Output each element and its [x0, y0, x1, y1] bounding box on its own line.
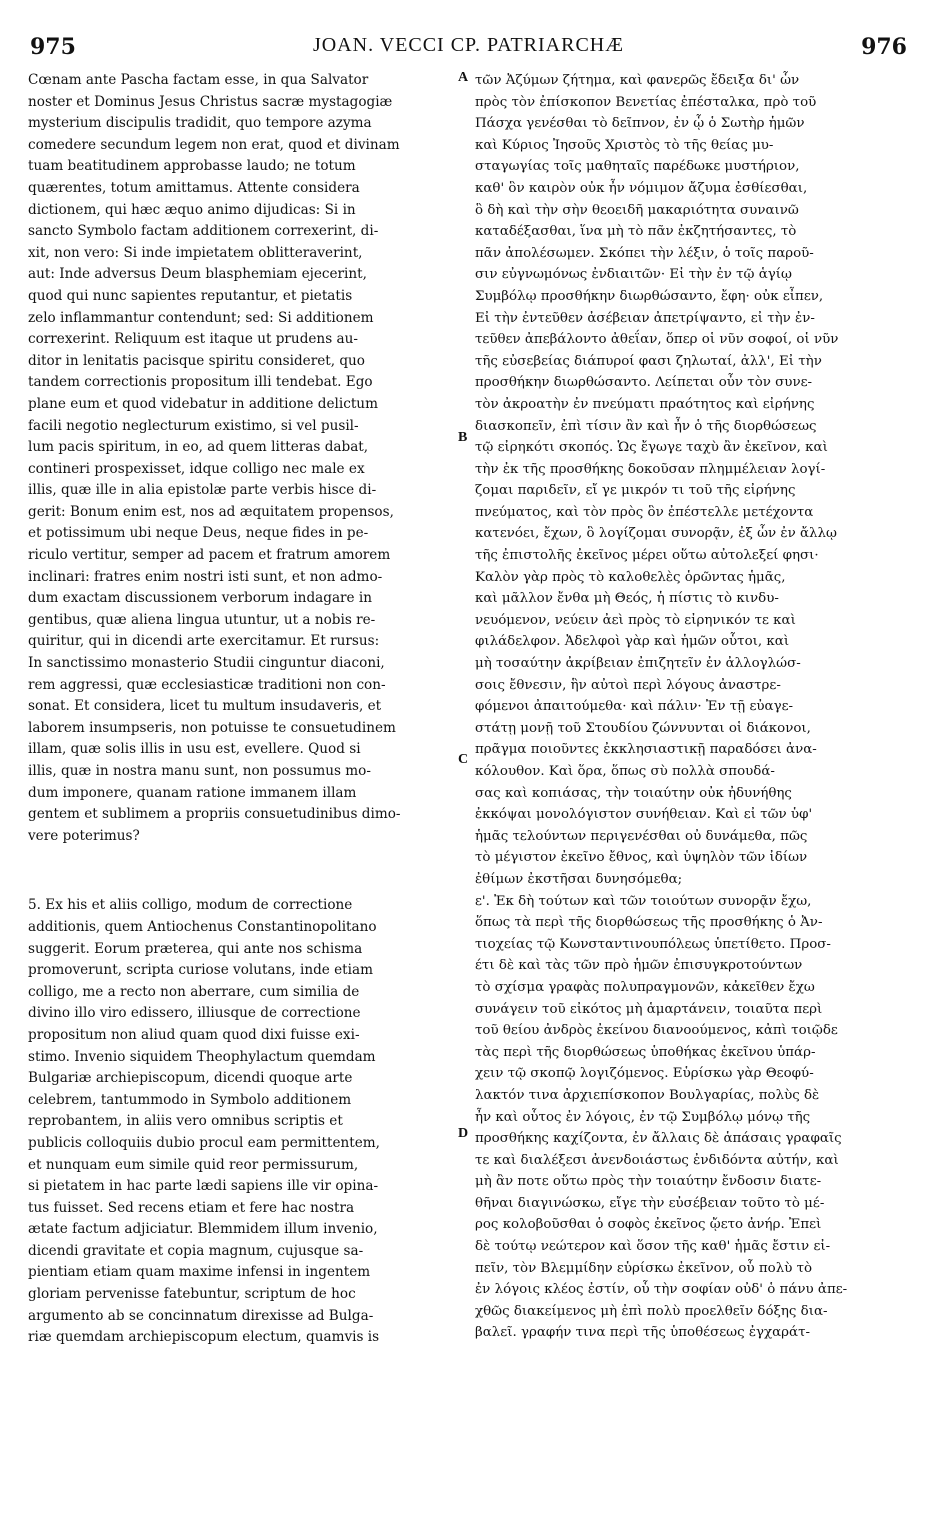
text-line: τὰς περὶ τῆς διορθώσεως ὑποθήκας ἐκεῖνου ὑπάρ- [475, 1044, 816, 1060]
text-line: stimo. Invenio siquidem Theophylactum quemdam [28, 1048, 376, 1065]
text-line: φόμενοι ἀπαιτούμεθα· καὶ πάλιν· Ἐν τῇ εὐαγε- [475, 699, 794, 715]
text-line: μὴ ἂν ποτε οὕτω πρὸς τὴν τοιαύτην ἔνδοσιν διατε- [475, 1174, 822, 1190]
text-line: dum exactam discussionem verborum indagare in [28, 590, 373, 607]
latin-column [28, 70, 458, 1349]
text-line: quod qui nunc sapientes reputantur, et pietatis [28, 287, 353, 304]
text-line: δὲ τούτῳ νεώτερον καὶ ὅσον τῆς καθ' ἡμᾶς ἔστιν εἰ- [475, 1239, 831, 1255]
text-line: divino illo viro edissero, illiusque de correctione [28, 1005, 361, 1022]
text-line: lum pacis spiritum, in eo, ad quem litteras dabat, [28, 439, 369, 456]
greek-paragraph-2 [475, 891, 910, 1344]
text-line: additionis, quem Antiochenus Constantinopolitano [28, 918, 377, 935]
latin-paragraph-1 [28, 70, 458, 847]
text-line: Εἰ τὴν ἐντεῦθεν ἀσέβειαν ἀπετρίψαντο, εἰ τὴν ἐν- [475, 310, 815, 326]
text-line: sonat. Et considera, licet tu multum insudaveris, et [28, 698, 382, 715]
paragraph-gap [28, 847, 458, 895]
text-line: τῶν Ἀζύμων ζήτημα, καὶ φανερῶς ἔδειξα δι' ὧν [475, 73, 800, 88]
text-line: 5. Ex his et aliis colligo, modum de correctione [28, 897, 353, 914]
text-line: sancto Symbolo factam additionem correxerint, di- [28, 223, 379, 240]
text-line: προσθήκης καχίζοντα, ἐν ἄλλαις δὲ ἁπάσαις γραφαῖς [475, 1131, 842, 1147]
latin-paragraph-2 [28, 895, 458, 1348]
text-line: στάτῃ μονῇ τοῦ Στουδίου ζώννυνται οἱ διάκονοι, [475, 720, 811, 736]
text-line: σας καὶ κοπιάσας, τὴν τοιαύτην οὐκ ἠδυνήθης [475, 785, 792, 801]
text-line: gentem et sublimem a propriis consuetudinibus dimo- [28, 806, 401, 823]
text-line: dum imponere, quanam ratione immanem illam [28, 784, 357, 801]
text-line: ἐκκόψαι μονολόγιστον συνήθειαν. Καὶ εἰ τῶν ὑφ' [475, 807, 813, 823]
text-line: Καλὸν γὰρ πρὸς τὸ καλοθελὲς ὁρῶντας ἡμᾶς, [475, 569, 786, 585]
text-line: λακτόν τινα ἀρχιεπίσκοπον Βουλγαρίας, πολὺς δὲ [475, 1087, 820, 1103]
text-line: Πάσχα γενέσθαι τὸ δεῖπνον, ἐν ᾧ ὁ Σωτὴρ ἡμῶν [475, 116, 805, 132]
text-line: et potissimum ubi neque Deus, neque fides in pe- [28, 525, 369, 542]
text-line: In sanctissimo monasterio Studii cinguntur diaconi, [28, 655, 385, 672]
text-line: τε καὶ διαλέξεσι ἀνενδοιάστως ἐνδιδόντα αὐτήν, καὶ [475, 1152, 839, 1168]
text-line: colligo, me a recto non aberrare, cum similia de [28, 983, 360, 1000]
text-line: reprobantem, in aliis vero omnibus scriptis et [28, 1113, 343, 1130]
text-line: πεῖν, τὸν Βλεμμίδην εὑρίσκω ἐκεῖνον, οὗ πολὺ τὸ [475, 1260, 813, 1276]
text-line: illis, quæ ille in alia epistolæ parte verbis hisce di- [28, 482, 377, 499]
text-line: argumento ab se concinnatum direxisse ad Bulga- [28, 1307, 374, 1324]
text-line: σιν εὐγνωμόνως ἐνδιαιτῶν· Εἰ τὴν ἐν τῷ ἁγίῳ [475, 267, 792, 283]
text-line: συνάγειν τοῦ εἰκότος μὴ ἁμαρτάνειν, τοιαῦτα περὶ [475, 1001, 823, 1017]
text-line: Cœnam ante Pascha factam esse, in qua Salvator [28, 72, 369, 88]
text-line: promoverunt, scripta curiose volutans, inde etiam [28, 962, 373, 979]
text-line: gloriam pervenisse fatebuntur, scriptum de hoc [28, 1286, 356, 1303]
margin-marker-a: A [458, 70, 469, 85]
text-line: τιοχείας τῷ Κωνσταντινουπόλεως ὑπετίθετο. Προσ- [475, 936, 831, 952]
text-line: suggerit. Eorum præterea, qui ante nos schisma [28, 940, 363, 957]
text-line: dicendi gravitate et copia magnum, cujusque sa- [28, 1242, 364, 1259]
text-line: πρᾶγμα ποιοῦντες ἐκκλησιαστικῇ παραδόσει ἀνα- [475, 742, 817, 758]
text-line: laborem insumpseris, non potuisse te consuetudinem [28, 719, 396, 736]
text-line: διασκοπεῖν, ἐπὶ τίσιν ἂν καὶ ἦν ὁ τῆς διορθώσεως [475, 418, 817, 434]
text-line: καταδέξασθαι, ἵνα μὴ τὸ πᾶν ἐκζητήσαντες, τὸ [475, 224, 797, 240]
text-line: propositum non aliud quam quod dixi fuisse exi- [28, 1026, 360, 1043]
running-title: JOAN. VECCI CP. PATRIARCHÆ [312, 34, 625, 56]
greek-column [475, 70, 910, 1344]
margin-marker-d: D [458, 1126, 469, 1141]
text-line: ὃ δὴ καὶ τὴν σὴν θεοειδῆ μακαριότητα συναινῶ [475, 202, 799, 218]
text-line: tuam beatitudinem approbasse laudo; ne totum [28, 158, 356, 175]
text-line: τὸ σχίσμα γραφὰς πολυπραγμονῶν, κἀκεῖθεν ἔχω [475, 979, 815, 995]
text-line: ætate factum adjiciatur. Blemmidem illum invenio, [28, 1221, 378, 1238]
text-line: προσθήκην διωρθώσαντο. Λείπεται οὖν τὸν συνε- [475, 375, 813, 391]
text-line: πνεύματος, καὶ τὸν πρὸς ὃν ἐπέστελλε μετέχοντα [475, 504, 814, 520]
text-line: aut: Inde adversus Deum blasphemiam ejecerint, [28, 266, 367, 283]
text-line: contineri prospexisset, idque colligo nec male ex [28, 460, 365, 477]
text-line: φιλάδελφον. Ἀδελφοὶ γὰρ καὶ ἡμῶν οὗτοι, καὶ [475, 634, 790, 650]
text-line: τῷ εἰρηκότι σκοπός. Ὡς ἔγωγε ταχὺ ἂν ἐκεῖνον, καὶ [475, 440, 828, 456]
text-line: κόλουθον. Καὶ ὅρα, ὅπως σὺ πολλὰ σπουδά- [475, 764, 775, 779]
text-line: χειν τῷ σκοπῷ λογιζόμενος. Εὑρίσκω γὰρ Θεοφύ- [475, 1066, 814, 1082]
text-line: πᾶν ἀπολέσωμεν. Σκόπει τὴν λέξιν, ὁ τοῖς παροῦ- [475, 245, 814, 261]
text-line: έτι δὲ καὶ τὰς τῶν πρὸ ἡμῶν ἐπισυγκροτούντων [475, 958, 803, 974]
text-line: illam, quæ solis illis in usu est, evellere. Quod si [28, 741, 361, 758]
text-line: quærentes, totum amittamus. Attente considera [28, 179, 360, 196]
text-line: celebrem, tantummodo in Symbolo additionem [28, 1091, 352, 1108]
margin-marker-b: B [458, 430, 468, 445]
text-line: Συμβόλῳ προσθήκην διωρθώσαντο, ἔφη· οὐκ εἶπεν, [475, 288, 824, 304]
text-line: ζομαι παριδεῖν, εἴ γε μικρόν τι τοῦ τῆς εἰρήνης [475, 483, 796, 499]
text-line: ε'. Ἐκ δὴ τούτων καὶ τῶν τοιούτων συνορᾷν ἔχω, [475, 893, 812, 909]
text-line: si pietatem in hac parte lædi sapiens ille vir opina- [28, 1178, 379, 1195]
text-line: gerit: Bonum enim est, nos ad æquitatem propensos, [28, 503, 394, 520]
text-line: riæ quemdam archiepiscopum electum, quamvis is [28, 1329, 380, 1346]
text-line: illis, quæ in nostra manu sunt, non possumus mo- [28, 763, 371, 779]
text-line: νευόμενον, νεύειν ἀεὶ πρὸς τὸ εἰρηνικόν τε καὶ [475, 612, 796, 628]
text-line: gentibus, quæ aliena lingua utuntur, ut a nobis re- [28, 611, 376, 628]
text-line: ρος κολοβοῦσθαι ὁ σοφὸς ἐκεῖνος ᾤετο ἀνήρ. Ἐπεὶ [475, 1217, 822, 1233]
text-line: mysterium discipulis tradidit, quo tempore azyma [28, 115, 372, 132]
text-line: pientiam etiam quam maxime infensi in ingentem [28, 1264, 371, 1281]
page-number-right: 976 [861, 34, 907, 60]
text-line: τοῦ θείου ἀνδρὸς ἐκείνου διανοούμενος, κἀπὶ τοιῷδε [475, 1023, 838, 1039]
text-line: publicis colloquiis dubio procul eam permittentem, [28, 1134, 380, 1151]
text-line: καθ' ὃν καιρὸν οὐκ ἦν νόμιμον ἄζυμα ἐσθίεσθαι, [475, 180, 808, 196]
running-header [30, 34, 907, 60]
text-line: κατενόει, ἔχων, ὃ λογίζομαι συνορᾷν, ἐξ ὧν ἐν ἄλλῳ [475, 526, 837, 542]
text-line: Bulgariæ archiepiscopum, dicendi quoque arte [28, 1070, 353, 1087]
text-line: μὴ τοσαύτην ἀκρίβειαν ἐπιζητεῖν ἐν ἀλλογλώσ- [475, 656, 801, 672]
text-line: ἐν λόγοις κλέος ἐστίν, οὗ τὴν σοφίαν οὐδ' ὁ πάνυ ἀπε- [475, 1282, 848, 1298]
text-line: τεῦθεν ἀπεβάλοντο ἀθεΐαν, ὅπερ οἱ νῦν σοφοί, οἱ νῦν [475, 332, 839, 348]
text-line: rem aggressi, quæ ecclesiasticæ traditioni non con- [28, 676, 386, 693]
text-line: tandem correctionis propositum illi tendebat. Ego [28, 374, 373, 391]
text-line: ἡμᾶς τελούντων περιγενέσθαι οὐ δυνάμεθα, πῶς [475, 828, 808, 844]
page-number-left: 975 [30, 34, 76, 60]
greek-paragraph-1 [475, 70, 910, 891]
text-line: plane eum et quod videbatur in additione delictum [28, 395, 378, 412]
text-line: zelo inflammantur contendunt; sed: Si additionem [28, 309, 374, 326]
text-line: tus fuisset. Sed recens etiam et fere hac nostra [28, 1199, 355, 1216]
text-line: ἦν καὶ οὗτος ἐν λόγοις, ἐν τῷ Συμβόλῳ μόνῳ τῆς [475, 1109, 811, 1125]
text-line: τῆς εὐσεβείας διάπυροί φασι ζηλωταί, ἀλλ', Εἰ τὴν [475, 353, 822, 369]
text-line: καὶ μᾶλλον ἔνθα μὴ Θεός, ἡ πίστις τὸ κινδυ- [475, 591, 779, 607]
text-line: πρὸς τὸν ἐπίσκοπον Βενετίας ἐπέσταλκα, πρὸ τοῦ [475, 94, 817, 110]
text-line: correxerint. Reliquum est itaque ut prudens au- [28, 331, 358, 348]
text-line: dictionem, qui hæc æquo animo dijudicas: Si in [28, 201, 356, 218]
margin-marker-c: C [458, 752, 469, 767]
text-line: σοις ἔθνεσιν, ἣν αὐτοὶ περὶ λόγους ἀναστρε- [475, 677, 781, 693]
text-line: et nunquam eum simile quid reor permissurum, [28, 1156, 359, 1173]
text-line: inclinari: fratres enim nostri isti sunt, et non admo- [28, 568, 383, 585]
text-line: facili negotio neglecturum existimo, si vel pusil- [28, 417, 359, 434]
text-line: ὅπως τὰ περὶ τῆς διορθώσεως τῆς προσθήκης ὁ Ἀν- [475, 915, 823, 931]
text-line: καὶ Κύριος Ἰησοῦς Χριστὸς τὸ τῆς θείας μυ- [475, 137, 774, 153]
text-line: βαλεῖ. γραφήν τινα περὶ τῆς ὑποθέσεως ἐγχαράτ- [475, 1325, 811, 1341]
text-line: χθῶς διακείμενος μὴ ἐπὶ πολὺ προελθεῖν δόξης δια- [475, 1303, 828, 1319]
text-line: τὸ μέγιστον ἐκεῖνο ἔθνος, καὶ ὑψηλὸν τῶν ἰδίων [475, 850, 808, 866]
text-line: noster et Dominus Jesus Christus sacræ mystagogiæ [28, 93, 393, 110]
text-line: comedere secundum legem non erat, quod et divinam [28, 136, 400, 153]
text-line: ditor in lenitatis pacisque spiritu consideret, quo [28, 352, 365, 369]
text-line: τὸν ἀκροατὴν ἐν πνεύματι πραότητος καὶ εἰρήνης [475, 396, 815, 412]
text-line: vere poterimus? [28, 827, 140, 844]
text-line: σταγωγίας τοῖς μαθηταῖς παρέδωκε μυστήριον, [475, 159, 800, 175]
text-line: τὴν ἐκ τῆς προσθήκης δοκοῦσαν πλημμέλειαν λογί- [475, 461, 826, 477]
text-line: θῆναι διαγινώσκω, εἴγε τὴν εὐσέβειαν τοῦτο τὸ μέ- [475, 1195, 825, 1211]
text-line: ἐθίμων ἐκστῆσαι δυνησόμεθα; [475, 871, 683, 887]
text-line: riculo vertitur, semper ad pacem et fratrum amorem [28, 547, 391, 564]
text-line: τῆς ἐπιστολῆς ἐκεῖνος μέρει οὕτω αὐτολεξεί φησι· [475, 548, 819, 564]
text-line: xit, non vero: Si inde impietatem oblitteraverint, [28, 244, 363, 261]
text-line: quiritur, qui in dicendi arte exercitamur. Et rursus: [28, 633, 380, 650]
